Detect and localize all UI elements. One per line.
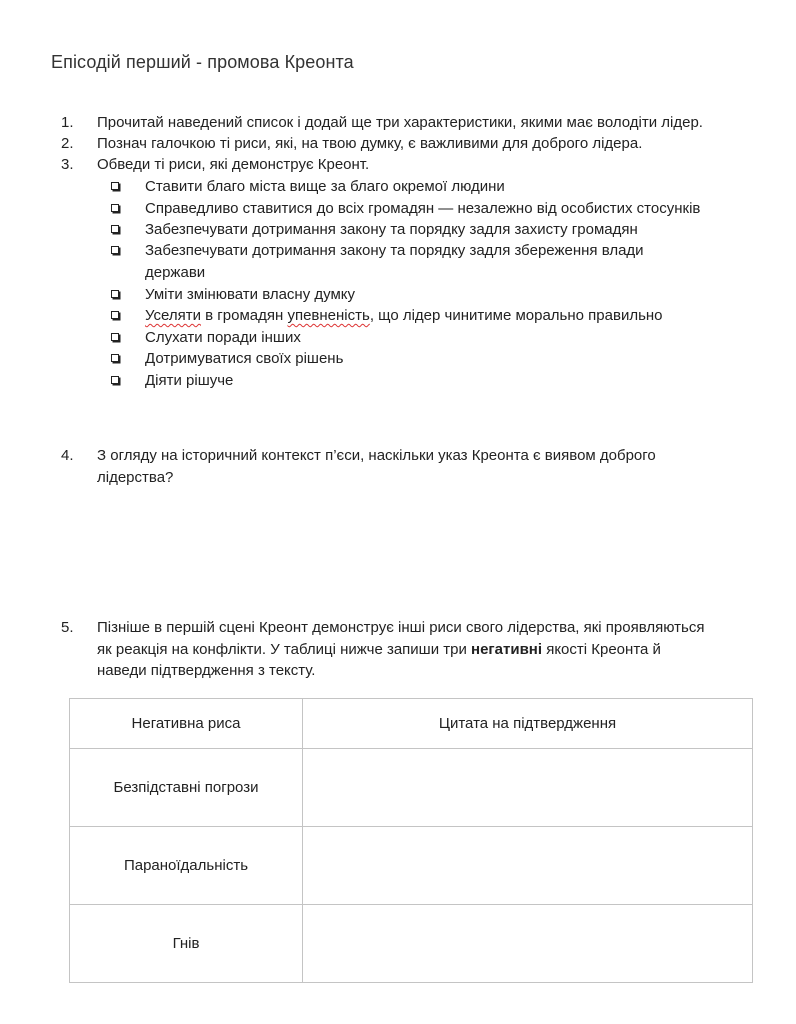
header-quote: Цитата на підтвердження xyxy=(303,699,753,749)
checkbox-icon[interactable] xyxy=(111,376,119,384)
trait-cell: Гнів xyxy=(70,905,303,983)
checkbox-icon[interactable] xyxy=(111,182,119,190)
question-text: Пізніше в першій сцені Креонт демонструє інші риси свого лідерства, які проявляються як реакція на конфлікти. У таблиці нижче запиши три негативні якості Креонта й наведи підтвердження з тексту. xyxy=(97,619,705,679)
question-text: Познач галочкою ті риси, які, на твою думку, є важливими для доброго лідера. xyxy=(97,135,643,152)
quote-cell[interactable] xyxy=(303,905,753,983)
checkbox-icon[interactable] xyxy=(111,311,119,319)
question-text: Прочитай наведений список і додай ще три характеристики, якими має володіти лідер. xyxy=(97,114,703,131)
trait-cell: Параноїдальність xyxy=(70,827,303,905)
header-trait: Негативна риса xyxy=(70,699,303,749)
spellcheck-word[interactable]: Уселяти xyxy=(145,307,201,324)
question-number: 3. xyxy=(61,156,74,173)
traits-table xyxy=(69,698,753,983)
question-number: 1. xyxy=(61,114,74,131)
spellcheck-word[interactable]: упевненість xyxy=(287,307,370,324)
question-number: 5. xyxy=(61,619,74,636)
table-row xyxy=(70,749,753,827)
checkbox-icon[interactable] xyxy=(111,246,119,254)
checkbox-icon[interactable] xyxy=(111,290,119,298)
question-number: 2. xyxy=(61,135,74,152)
checkbox-icon[interactable] xyxy=(111,225,119,233)
table-row xyxy=(70,827,753,905)
quote-cell[interactable] xyxy=(303,827,753,905)
table-header-row xyxy=(70,699,753,749)
document-title: Епісодій перший - промова Креонта xyxy=(51,52,354,72)
question-number: 4. xyxy=(61,447,74,464)
trait-cell: Безпідставні погрози xyxy=(70,749,303,827)
table-row xyxy=(70,905,753,983)
question-text: З огляду на історичний контекст п’єси, наскільки указ Креонта є виявом доброго лідерства? xyxy=(97,447,656,486)
question-text: Обведи ті риси, які демонструє Креонт. xyxy=(97,156,370,173)
checkbox-icon[interactable] xyxy=(111,333,119,341)
quote-cell[interactable] xyxy=(303,749,753,827)
checkbox-icon[interactable] xyxy=(111,354,119,362)
checkbox-icon[interactable] xyxy=(111,204,119,212)
